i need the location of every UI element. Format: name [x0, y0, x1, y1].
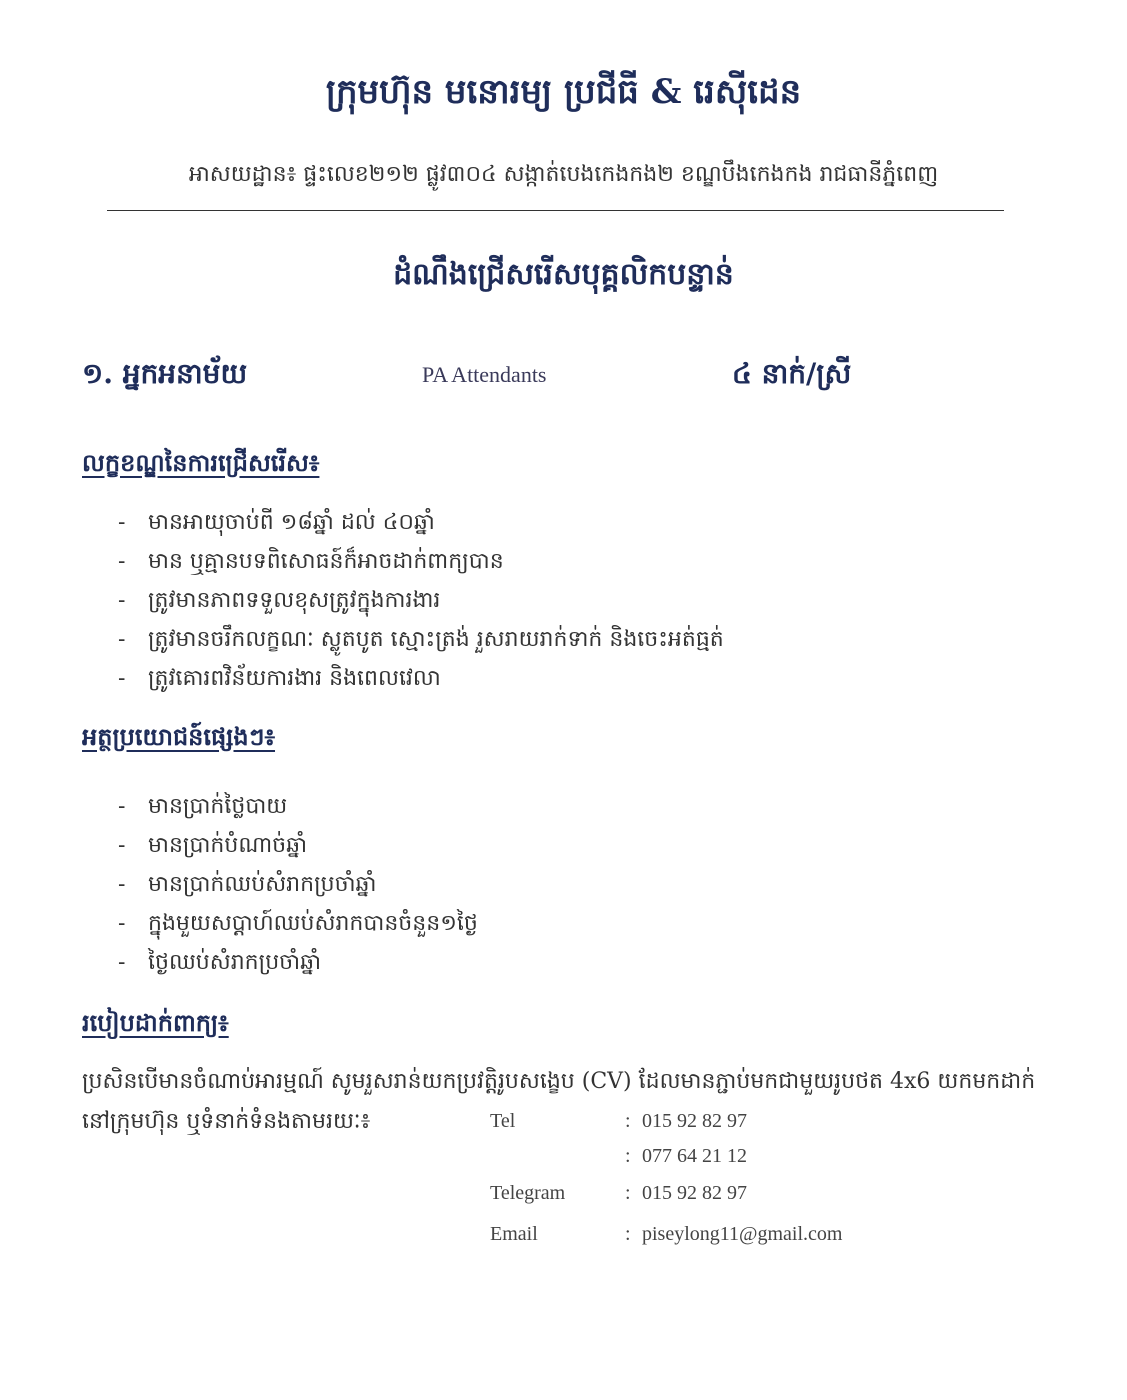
bullet-dash: -	[118, 872, 126, 897]
contact-email: piseylong11@gmail.com	[642, 1223, 843, 1245]
bullet-dash: -	[118, 666, 126, 691]
benefit-item	[118, 792, 287, 824]
benefit-text: មានប្រាក់បំណាច់ឆ្នាំ	[148, 833, 308, 858]
bullet-dash: -	[118, 911, 126, 936]
bullet-dash: -	[118, 794, 126, 819]
header-divider	[107, 210, 1004, 211]
benefit-item	[118, 948, 321, 980]
bullet-dash: -	[118, 549, 126, 574]
bullet-dash: -	[118, 950, 126, 975]
benefit-text: ថ្ងៃឈប់សំរាកប្រចាំឆ្នាំ	[148, 950, 322, 975]
contact-label-tel: Tel	[490, 1110, 516, 1132]
requirement-text: ត្រូវមានចរឹកលក្ខណៈ ស្លូតបូត ស្មោះត្រង់ រួសរាយរាក់ទាក់ និងចេះអត់ធ្មត់	[148, 627, 724, 652]
benefits-heading: អត្ថប្រយោជន៍ផ្សេងៗ៖	[82, 722, 276, 751]
contact-colon: :	[625, 1182, 631, 1204]
requirement-text: ត្រូវគោរពវិន័យការងារ និងពេលវេលា	[148, 666, 441, 691]
requirement-item	[118, 586, 440, 618]
requirement-text: ត្រូវមានភាពទទួលខុសត្រូវក្នុងការងារ	[148, 588, 441, 613]
requirement-item	[118, 664, 441, 696]
position-title: ១. អ្នកអនាម័យ	[82, 357, 248, 390]
benefit-text: ក្នុងមួយសប្ដាហ៍ឈប់សំរាកបានចំនួន១ថ្ងៃ	[148, 911, 478, 936]
position-english: PA Attendants	[422, 362, 547, 387]
bullet-dash: -	[118, 588, 126, 613]
requirements-heading: លក្ខខណ្ឌនៃការជ្រើសរើស៖	[82, 448, 320, 477]
bullet-dash: -	[118, 627, 126, 652]
position-count: ៤ នាក់/ស្រី	[732, 357, 852, 390]
contact-colon: :	[625, 1223, 631, 1245]
contact-telegram: 015 92 82 97	[642, 1182, 747, 1204]
requirement-item	[118, 547, 504, 579]
benefit-text: មានប្រាក់ឈប់សំរាកប្រចាំឆ្នាំ	[148, 872, 377, 897]
requirement-text: មាន ឬគ្មានបទពិសោធន៍ក៏អាចដាក់ពាក្យបាន	[148, 549, 504, 574]
company-address: អាសយដ្ឋាន៖ ផ្ទះលេខ២១២ ផ្លូវ៣០៤ សង្កាត់បេងកេងកង២ ខណ្ឌបឹងកេងកង រាជធានីភ្នំពេញ	[188, 162, 939, 187]
requirement-item	[118, 508, 435, 540]
company-name: ក្រុមហ៊ុន មនោរម្យ ប្រជីធី & រេស៊ីដេន	[325, 72, 802, 112]
contact-tel-2: 077 64 21 12	[642, 1145, 747, 1167]
contact-colon: :	[625, 1110, 631, 1132]
apply-paragraph-line-2: នៅក្រុមហ៊ុន ឬទំនាក់ទំនងតាមរយៈ៖	[82, 1109, 371, 1134]
apply-paragraph-line-1: ប្រសិនបើមានចំណាប់អារម្មណ៍ សូមរួសរាន់យកប្រវត្តិរូបសង្ខេប (CV) ដែលមានភ្ជាប់មកជាមួយរូបថត 4x6 យកមកដាក់	[82, 1069, 1036, 1094]
benefit-item	[118, 831, 307, 863]
benefit-item	[118, 870, 377, 902]
benefit-item	[118, 909, 478, 941]
requirement-text: មានអាយុចាប់ពី ១៨ឆ្នាំ ដល់ ៤០ឆ្នាំ	[148, 510, 435, 535]
contact-label-email: Email	[490, 1223, 538, 1245]
contact-tel-1: 015 92 82 97	[642, 1110, 747, 1132]
benefit-text: មានប្រាក់ថ្លៃបាយ	[148, 794, 288, 819]
bullet-dash: -	[118, 510, 126, 535]
requirement-item	[118, 625, 724, 657]
apply-heading: របៀបដាក់ពាក្យ៖	[82, 1008, 229, 1037]
contact-colon: :	[625, 1145, 631, 1167]
notice-title: ដំណឹងជ្រើសរើសបុគ្គលិកបន្ទាន់	[393, 257, 734, 292]
contact-label-telegram: Telegram	[490, 1182, 566, 1204]
bullet-dash: -	[118, 833, 126, 858]
